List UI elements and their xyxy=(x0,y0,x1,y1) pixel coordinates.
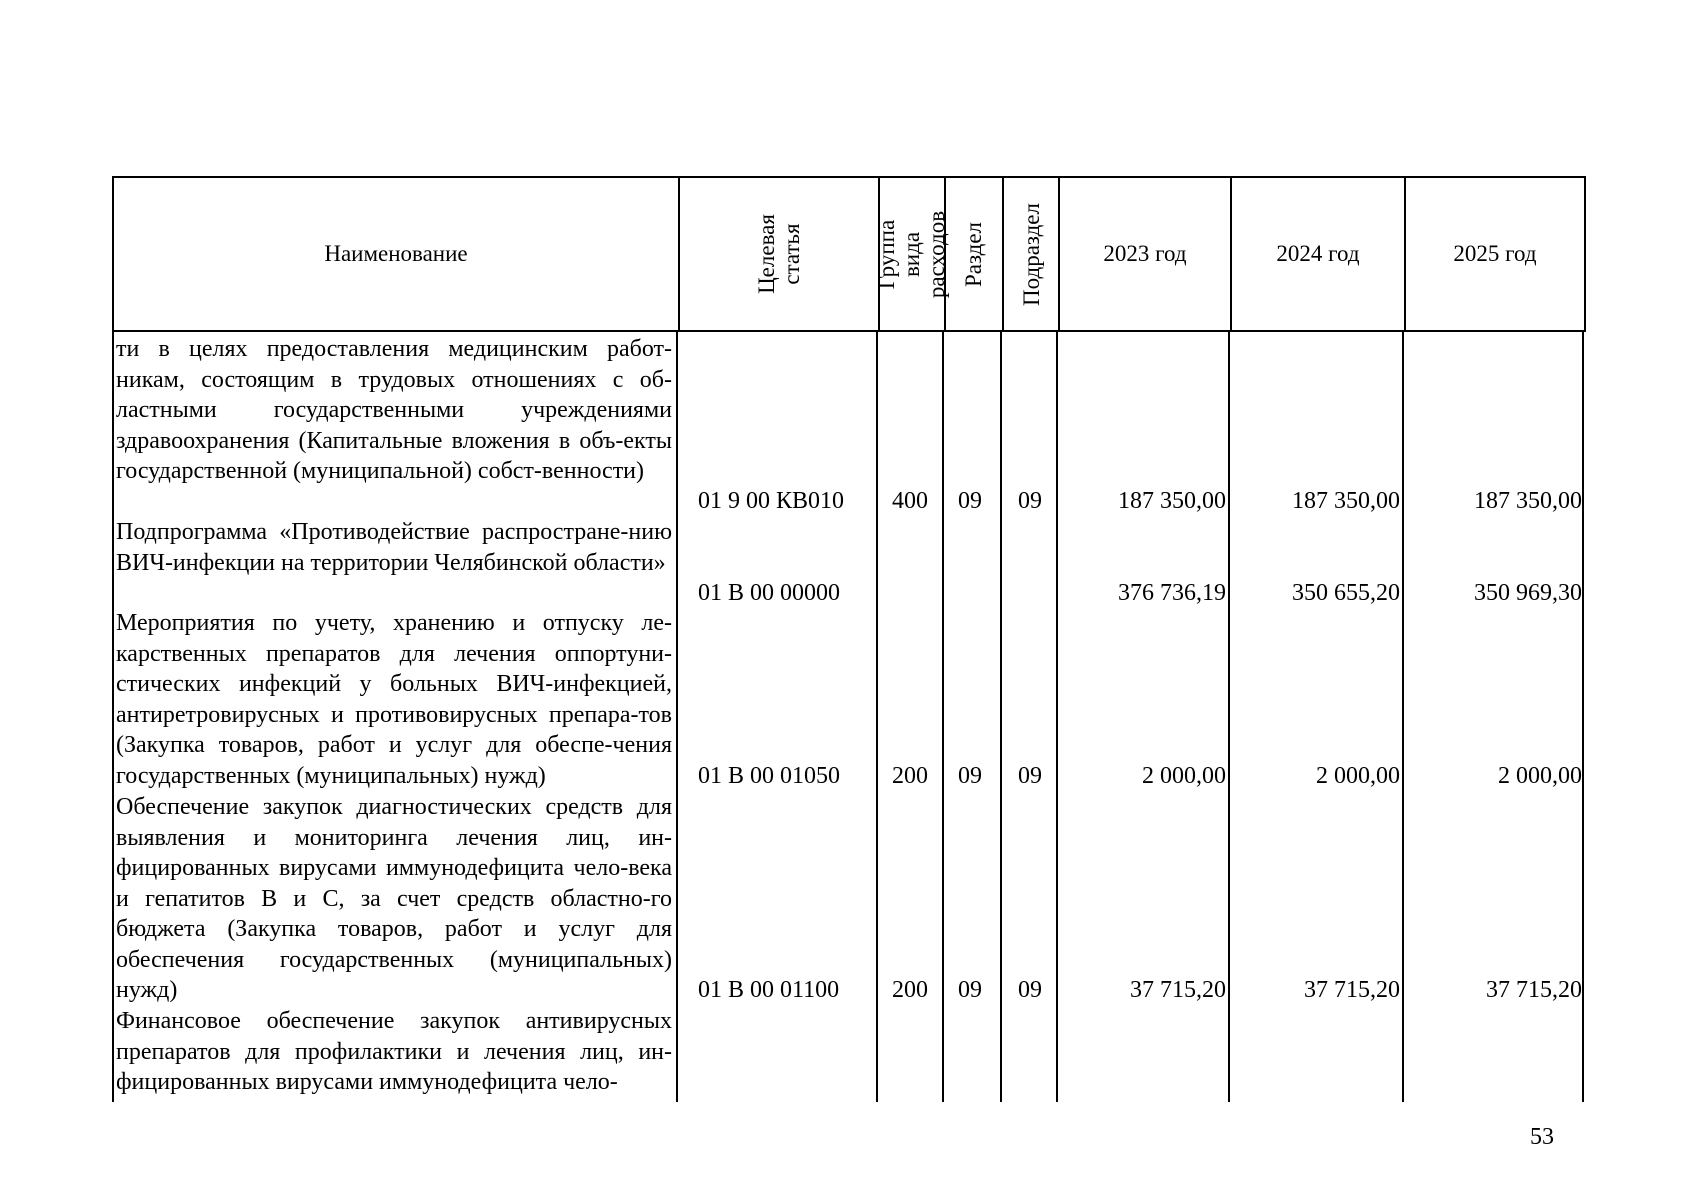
row-2025: 350 969,30 xyxy=(1474,580,1582,606)
header-group: Группа вида расходов xyxy=(874,210,950,298)
row-section: 09 xyxy=(958,977,982,1003)
row-section: 09 xyxy=(958,763,982,789)
table-body xyxy=(112,332,1586,1102)
row-2024: 2 000,00 xyxy=(1316,763,1400,789)
table-row xyxy=(112,608,1586,792)
header-2025: 2025 год xyxy=(1453,241,1537,266)
table-row xyxy=(112,792,1586,1006)
row-subsection: 09 xyxy=(1018,977,1042,1003)
table-header xyxy=(112,176,1586,332)
row-2024: 187 350,00 xyxy=(1292,488,1400,514)
header-subsection: Подраздел xyxy=(1018,202,1044,306)
table-row xyxy=(112,1006,1586,1102)
header-subsection-cell xyxy=(1004,178,1060,330)
header-target-cell xyxy=(680,178,880,330)
row-subsection: 09 xyxy=(1018,488,1042,514)
row-2024: 350 655,20 xyxy=(1292,580,1400,606)
table-row xyxy=(112,517,1586,609)
row-section: 09 xyxy=(958,488,982,514)
header-section: Раздел xyxy=(961,221,987,287)
row-subsection: 09 xyxy=(1018,763,1042,789)
row-expense-group: 200 xyxy=(892,763,928,789)
header-2025-cell xyxy=(1406,178,1584,330)
table-row xyxy=(112,334,1586,518)
header-2023: 2023 год xyxy=(1103,241,1187,266)
row-2025: 187 350,00 xyxy=(1474,488,1582,514)
row-target-code: 01 9 00 КВ010 xyxy=(698,488,845,514)
row-2025: 37 715,20 xyxy=(1486,977,1582,1003)
row-2023: 2 000,00 xyxy=(1142,763,1226,789)
row-name: Обеспечение закупок диагностических средств для выявления и мониторинга лечения лиц, ин-фицированных вирусами иммунодефицита чело-века и гепатитов В и С, за счет средств областно-го бюджета (Закупка товаров, работ и услуг для обеспечения государственных (муниципальных) нужд) xyxy=(116,794,672,1003)
header-2024-cell xyxy=(1232,178,1406,330)
row-2023: 187 350,00 xyxy=(1118,488,1226,514)
page-number: 53 xyxy=(1530,1124,1554,1150)
header-section-cell xyxy=(946,178,1004,330)
header-2024: 2024 год xyxy=(1276,241,1360,266)
header-group-cell xyxy=(874,178,950,330)
header-name-cell xyxy=(114,178,680,330)
row-name: Мероприятия по учету, хранению и отпуску ле-карственных препаратов для лечения оппортуни-стических инфекций у больных ВИЧ-инфекцией, антиретровирусных и противовирусных препара-тов (Закупка товаров, работ и услуг для обеспе-чения государственных (муниципальных) нужд) xyxy=(116,610,672,789)
row-2023: 376 736,19 xyxy=(1118,580,1226,606)
row-expense-group: 400 xyxy=(892,488,928,514)
row-2025: 2 000,00 xyxy=(1498,763,1582,789)
row-target-code: 01 В 00 00000 xyxy=(698,580,841,606)
row-name: Финансовое обеспечение закупок антивирусных препаратов для профилактики и лечения лиц, ин-фицированных вирусами иммунодефицита чело- xyxy=(116,1008,672,1095)
row-expense-group: 200 xyxy=(892,977,928,1003)
row-name: Подпрограмма «Противодействие распростране-нию ВИЧ-инфекции на территории Челябинской области» xyxy=(116,519,672,576)
row-target-code: 01 В 00 01050 xyxy=(698,763,841,789)
header-name: Наименование xyxy=(324,241,468,266)
header-2023-cell xyxy=(1060,178,1232,330)
header-target: Целевая статья xyxy=(753,214,804,294)
row-target-code: 01 В 00 01100 xyxy=(698,977,840,1003)
row-2023: 37 715,20 xyxy=(1130,977,1226,1003)
row-2024: 37 715,20 xyxy=(1304,977,1400,1003)
row-name: ти в целях предоставления медицинским работ-никам, состоящим в трудовых отношениях с об-ластными государственными учреждениями здравоохранения (Капитальные вложения в объ-екты государственной (муниципальной) собст-венности) xyxy=(116,336,672,484)
